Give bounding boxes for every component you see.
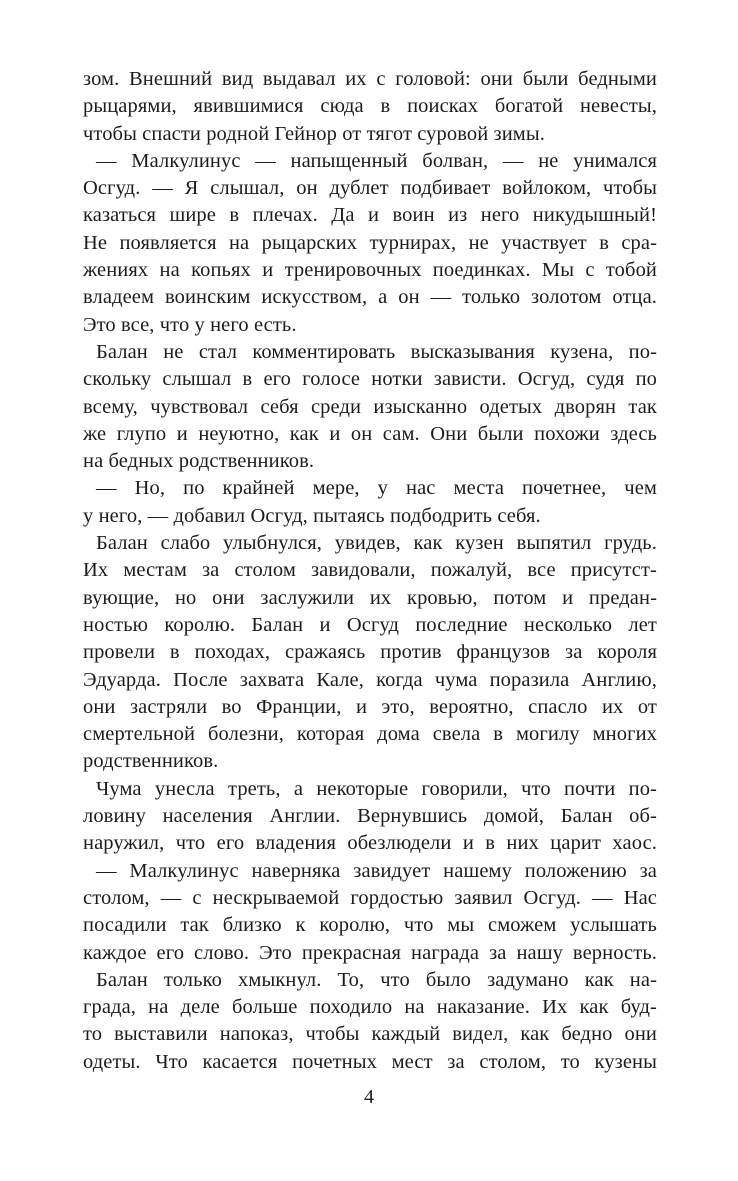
text-line: — Малкулинус наверняка завидует нашему положению за (96, 859, 657, 882)
text-line: смертельной болезни, которая дома свела в могилу многих (83, 723, 657, 746)
text-line: у него, — добавил Осгуд, пытаясь подбодрить себя. (83, 504, 541, 527)
text-line: ностью королю. Балан и Осгуд последние несколько лет (83, 613, 657, 636)
text-line: Осгуд. — Я слышал, он дублет подбивает войлоком, чтобы (83, 177, 657, 200)
text-line: — Малкулинус — напыщенный болван, — не унимался (96, 149, 657, 172)
text-line: владеем воинским искусством, а он — только золотом отца. (83, 286, 657, 309)
text-line: Не появляется на рыцарских турнирах, не участвует в сра- (83, 231, 657, 254)
text-line: они застряли во Франции, и это, вероятно, спасло их от (83, 695, 657, 718)
page-number: 4 (364, 1086, 374, 1108)
text-line: — Но, по крайней мере, у нас места почетнее, чем (96, 477, 657, 500)
text-line: то выставили напоказ, чтобы каждый видел, как бедно они (83, 1023, 657, 1046)
text-line: ловину населения Англии. Вернувшись домой, Балан об- (83, 805, 657, 828)
text-line: рыцарями, явившимися сюда в поисках богатой невесты, (83, 95, 657, 118)
text-line: наружил, что его владения обезлюдели и в них царит хаос. (83, 832, 657, 855)
text-line: Эдуарда. После захвата Кале, когда чума поразила Англию, (83, 668, 657, 691)
text-line: Балан только хмыкнул. То, что было задумано как на- (96, 968, 657, 991)
text-line: града, на деле больше походило на наказание. Их как буд- (83, 996, 657, 1019)
text-line: Чума унесла треть, а некоторые говорили, что почти по- (96, 777, 657, 800)
book-page-text (83, 66, 657, 1076)
text-line: Это все, что у него есть. (83, 313, 297, 336)
text-line: Балан слабо улыбнулся, увидев, как кузен выпятил грудь. (96, 532, 657, 555)
text-line: же глупо и неуютно, как и он сам. Они были похожи здесь (83, 422, 657, 445)
text-line: зом. Внешний вид выдавал их с головой: они были бедными (83, 68, 657, 90)
text-line: каждое его слово. Это прекрасная награда за нашу верность. (83, 941, 657, 964)
text-line: столом, — с нескрываемой гордостью заявил Осгуд. — Нас (83, 886, 657, 909)
text-line: казаться шире в плечах. Да и воин из него никудышный! (83, 204, 657, 227)
text-line: скольку слышал в его голосе нотки зависти. Осгуд, судя по (83, 368, 657, 391)
text-line: жениях на копьях и тренировочных поединках. Мы с тобой (83, 259, 657, 282)
text-line: провели в походах, сражаясь против французов за короля (83, 641, 657, 664)
text-line: вующие, но они заслужили их кровью, потом и предан- (83, 586, 657, 609)
text-line: Балан не стал комментировать высказывания кузена, по- (96, 340, 657, 363)
text-line: чтобы спасти родной Гейнор от тягот суровой зимы. (83, 122, 545, 145)
text-line: Их местам за столом завидовали, пожалуй, все присутст- (83, 559, 657, 582)
text-line: всему, чувствовал себя среди изысканно одетых дворян так (83, 395, 657, 418)
text-line: родственников. (83, 750, 219, 773)
text-line: одеты. Что касается почетных мест за столом, то кузены (83, 1050, 657, 1073)
text-line: посадили так близко к королю, что мы сможем услышать (83, 914, 657, 937)
text-line: на бедных родственников. (83, 450, 315, 473)
